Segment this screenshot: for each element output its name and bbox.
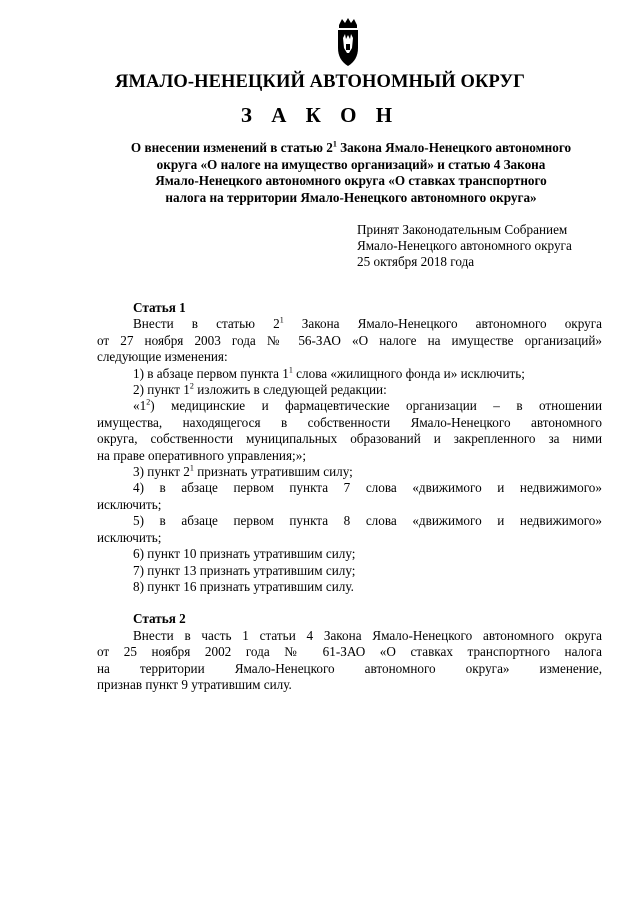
heading-line: О внесении изменений в статью $2^1$ Закона Ямало-Ненецкого автономного <box>130 139 572 155</box>
heading-line: Ямало-Ненецкого автономного округа «О ставках транспортного <box>155 173 547 188</box>
article-1-text: от 27 ноября 2003 года № 56-ЗАО «О налоге на имуществе организаций» <box>97 332 602 348</box>
adoption-date: 25 октября 2018 года <box>357 254 475 269</box>
coat-of-arms-icon <box>333 18 363 68</box>
article-1-title: Статья 1 <box>133 300 186 315</box>
adoption-line: Принят Законодательным Собранием <box>357 222 568 237</box>
heading-line: округа «О налоге на имущество организаций» и статью 4 Закона <box>156 156 546 172</box>
list-item: 6) пункт 10 признать утратившим силу; <box>133 546 356 562</box>
list-item: 2) пункт $1^2$ изложить в следующей редакции: <box>133 381 387 398</box>
article-1-text: Внести в статью $2^1$ Закона Ямало-Ненецкого автономного округа <box>133 316 602 332</box>
list-item: 8) пункт 16 признать утратившим силу. <box>133 578 354 594</box>
article-2-title: Статья 2 <box>133 611 186 627</box>
quoted-text: округа, собственности муниципальных образований и закрепленного за ними <box>97 431 602 447</box>
spacer <box>97 595 602 611</box>
law-title: З А К О Н <box>240 103 400 127</box>
list-item: 5) в абзаце первом пункта 8 слова «движимого и недвижимого» <box>133 513 602 529</box>
heading-line: налога на территории Ямало-Ненецкого автономного округа» <box>165 189 537 205</box>
adoption-note <box>357 222 572 270</box>
adoption-line: Ямало-Ненецкого автономного округа <box>357 238 572 253</box>
article-2-text: от 25 ноября 2002 года № 61-ЗАО «О ставках транспортного налога <box>97 644 602 660</box>
list-item: 4) в абзаце первом пункта 7 слова «движимого и недвижимого» <box>133 480 602 496</box>
law-heading <box>90 140 612 206</box>
article-2-text: на территории Ямало-Ненецкого автономного округа» изменение, <box>97 660 602 676</box>
law-body <box>97 300 602 693</box>
list-item: исключить; <box>97 496 162 512</box>
article-2-text: признав пункт 9 утратившим силу. <box>97 676 292 692</box>
list-item: 3) пункт $2^1$ признать утратившим силу; <box>133 463 353 480</box>
list-item: 1) в абзаце первом пункта $1^1$ слова «жилищного фонда и» исключить; <box>133 365 525 381</box>
quoted-text: имущества, находящегося в собственности Ямало-Ненецкого автономного <box>97 414 602 430</box>
list-item: исключить; <box>97 529 162 545</box>
article-1-text: следующие изменения: <box>97 349 228 365</box>
quoted-text: «$1^2$) медицинские и фармацевтические организации – в отношении <box>133 398 602 414</box>
quoted-text: на праве оперативного управления;»; <box>97 447 306 463</box>
list-item: 7) пункт 13 признать утратившим силу; <box>133 562 356 578</box>
region-name: ЯМАЛО-НЕНЕЦКИЙ АВТОНОМНЫЙ ОКРУГ <box>114 72 526 92</box>
article-2-text: Внести в часть 1 статьи 4 Закона Ямало-Ненецкого автономного округа <box>133 627 602 643</box>
